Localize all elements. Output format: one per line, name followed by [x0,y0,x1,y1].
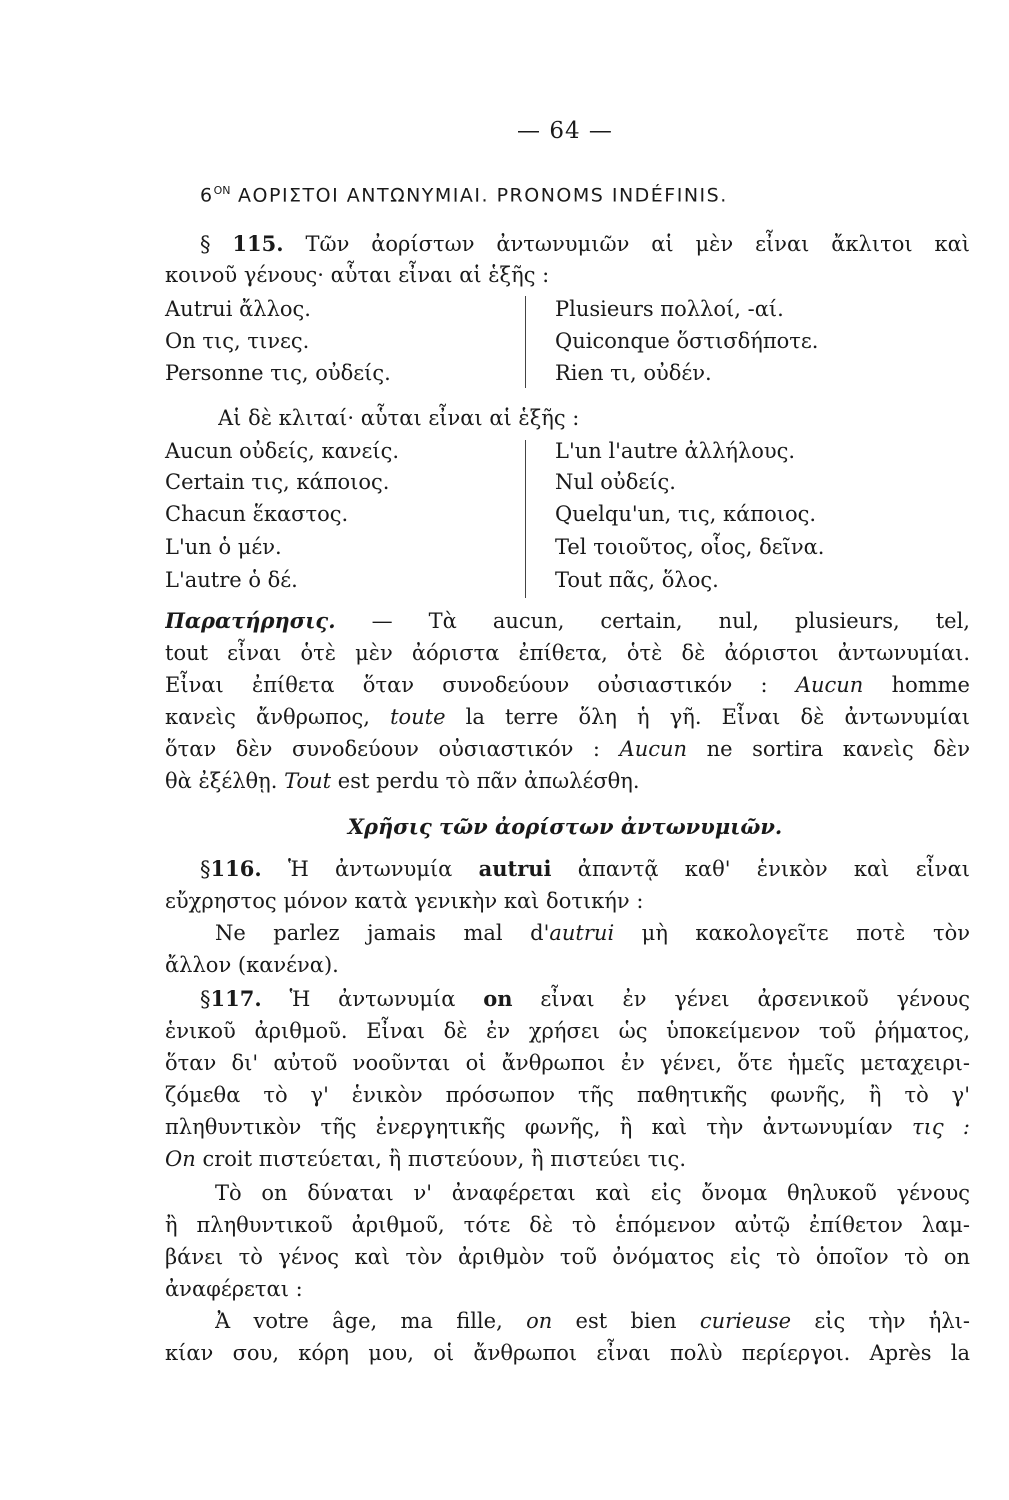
section-117-line-5: πληθυντικὸν τῆς ἐνεργητικῆς φωνῆς, ἢ καὶ τὴν ἀντωνυμίαν τις : [165,1115,970,1139]
remark-line-6: θὰ ἐξέλθῃ. Tout est perdu τὸ πᾶν ἀπωλέσθη. [165,769,640,793]
section-117-line-4: ζόμεθα τὸ γ' ἑνικὸν πρόσωπον τῆς παθητικῆς φωνῆς, ἢ τὸ γ' [165,1083,970,1107]
remark-line-2: tout εἶναι ὁτὲ μὲν ἀόριστα ἐπίθετα, ὁτὲ δὲ ἀόριστοι ἀντωνυμίαι. [165,641,970,665]
para-on-line-3: βάνει τὸ γένος καὶ τὸν ἀριθμὸν τοῦ ὀνόματος εἰς τὸ ὁποῖον τὸ on [165,1245,970,1269]
table-2-left-1: Certain τις, κάποιος. [165,470,390,494]
para-on-line-4: ἀναφέρεται : [165,1277,303,1301]
chapter-number-suffix: ON [213,184,231,197]
table-1-left-1: On τις, τινες. [165,329,310,353]
remark-line-4: κανεὶς ἄνθρωπος, toute la terre ὅλη ἡ γῆ. Εἶναι δὲ ἀντωνυμίαι [165,705,970,729]
table-2-left-0: Aucun οὐδείς, κανείς. [165,439,400,463]
section-117-line-6: On croit πιστεύεται, ἢ πιστεύουν, ἢ πιστεύει τις. [165,1147,686,1171]
table-2-right-2: Quelqu'un, τις, κάποιος. [555,502,817,526]
section-115-number: 115. [232,231,284,256]
table-1-left-0: Autrui ἄλλος. [165,297,311,321]
chapter-title: ΑΟΡΙΣΤΟΙ ΑΝΤΩΝΥΜΙΑΙ. PRONOMS INDÉFINIS. [238,184,728,207]
para-on-line-2: ἢ πληθυντικοῦ ἀριθμοῦ, τότε δὲ τὸ ἑπόμενον αὐτῷ ἐπίθετον λαμ- [165,1213,970,1237]
table-2-divider [525,440,526,598]
remark-label: Παρατήρησις. [165,608,336,633]
section-117-line-3: ὅταν δι' αὐτοῦ νοοῦνται οἱ ἄνθρωποι ἐν γένει, ὅτε ἡμεῖς μεταχειρι- [165,1051,970,1075]
remark-line-1: Παρατήρησις. — Τὰ aucun, certain, nul, plusieurs, tel, [165,608,970,633]
section-116-line-2: εὔχρηστος μόνον κατὰ γενικὴν καὶ δοτικήν : [165,889,644,913]
example-votre-line-1: Ἀ votre âge, ma fille, on est bien curieuse εἰς τὴν ἡλι- [215,1309,970,1333]
remark-line-3: Εἶναι ἐπίθετα ὅταν συνοδεύουν οὐσιαστικόν : Aucun homme [165,673,970,697]
section-116-number: 116. [210,856,262,881]
table-2-left-3: L'un ὁ μέν. [165,535,282,559]
example-votre-line-2: κίαν σου, κόρη μου, οἱ ἄνθρωποι εἶναι πολὺ περίεργοι. Après la [165,1341,970,1365]
section-116-line-1: §116. Ἡ ἀντωνυμία autrui ἀπαντᾷ καθ' ἑνικὸν καὶ εἶναι [200,856,970,881]
section-115-line-1: § 115. Τῶν ἀορίστων ἀντωνυμιῶν αἱ μὲν εἶναι ἄκλιτοι καὶ [200,231,970,256]
table-2-right-1: Nul οὐδείς. [555,470,676,494]
table-2-right-4: Tout πᾶς, ὅλος. [555,568,719,592]
section-115-line-2: κοινοῦ γένους· αὗται εἶναι αἱ ἑξῆς : [165,263,550,287]
chapter-heading [200,184,728,206]
section-117-number: 117. [210,986,262,1011]
table-1-divider [525,296,526,388]
section-117-line-1: §117. Ἡ ἀντωνυμία on εἶναι ἐν γένει ἀρσενικοῦ γένους [200,986,970,1011]
declinable-intro: Αἱ δὲ κλιταί· αὗται εἶναι αἱ ἑξῆς : [218,406,580,430]
section-116-example: Ne parlez jamais mal d'autrui μὴ κακολογεῖτε ποτὲ τὸν [215,921,970,945]
remark-line-5: ὅταν δὲν συνοδεύουν οὐσιαστικόν : Aucun ne sortira κανεὶς δὲν [165,737,970,761]
section-116-example-line-2: ἄλλον (κανένα). [165,953,339,977]
table-2-right-3: Tel τοιοῦτος, οἷος, δεῖνα. [555,535,825,559]
para-on-line-1: Τὸ on δύναται ν' ἀναφέρεται καὶ εἰς ὄνομα θηλυκοῦ γένους [215,1181,970,1205]
table-1-right-1: Quiconque ὅστισδήποτε. [555,329,819,353]
section-117-line-2: ἑνικοῦ ἀριθμοῦ. Εἶναι δὲ ἐν χρήσει ὡς ὑποκείμενον τοῦ ῥήματος, [165,1019,970,1043]
table-1-right-2: Rien τι, οὐδέν. [555,361,712,385]
table-1-right-0: Plusieurs πολλοί, -αί. [555,297,784,321]
table-2-left-2: Chacun ἕκαστος. [165,502,349,526]
usage-heading: Χρῆσις τῶν ἀορίστων ἀντωνυμιῶν. [347,814,783,839]
chapter-number: 6 [200,184,214,207]
table-2-right-0: L'un l'autre ἀλλήλους. [555,439,796,463]
page-number: — 64 — [517,118,613,144]
table-1-left-2: Personne τις, οὐδείς. [165,361,391,385]
table-2-left-4: L'autre ὁ δέ. [165,568,298,592]
